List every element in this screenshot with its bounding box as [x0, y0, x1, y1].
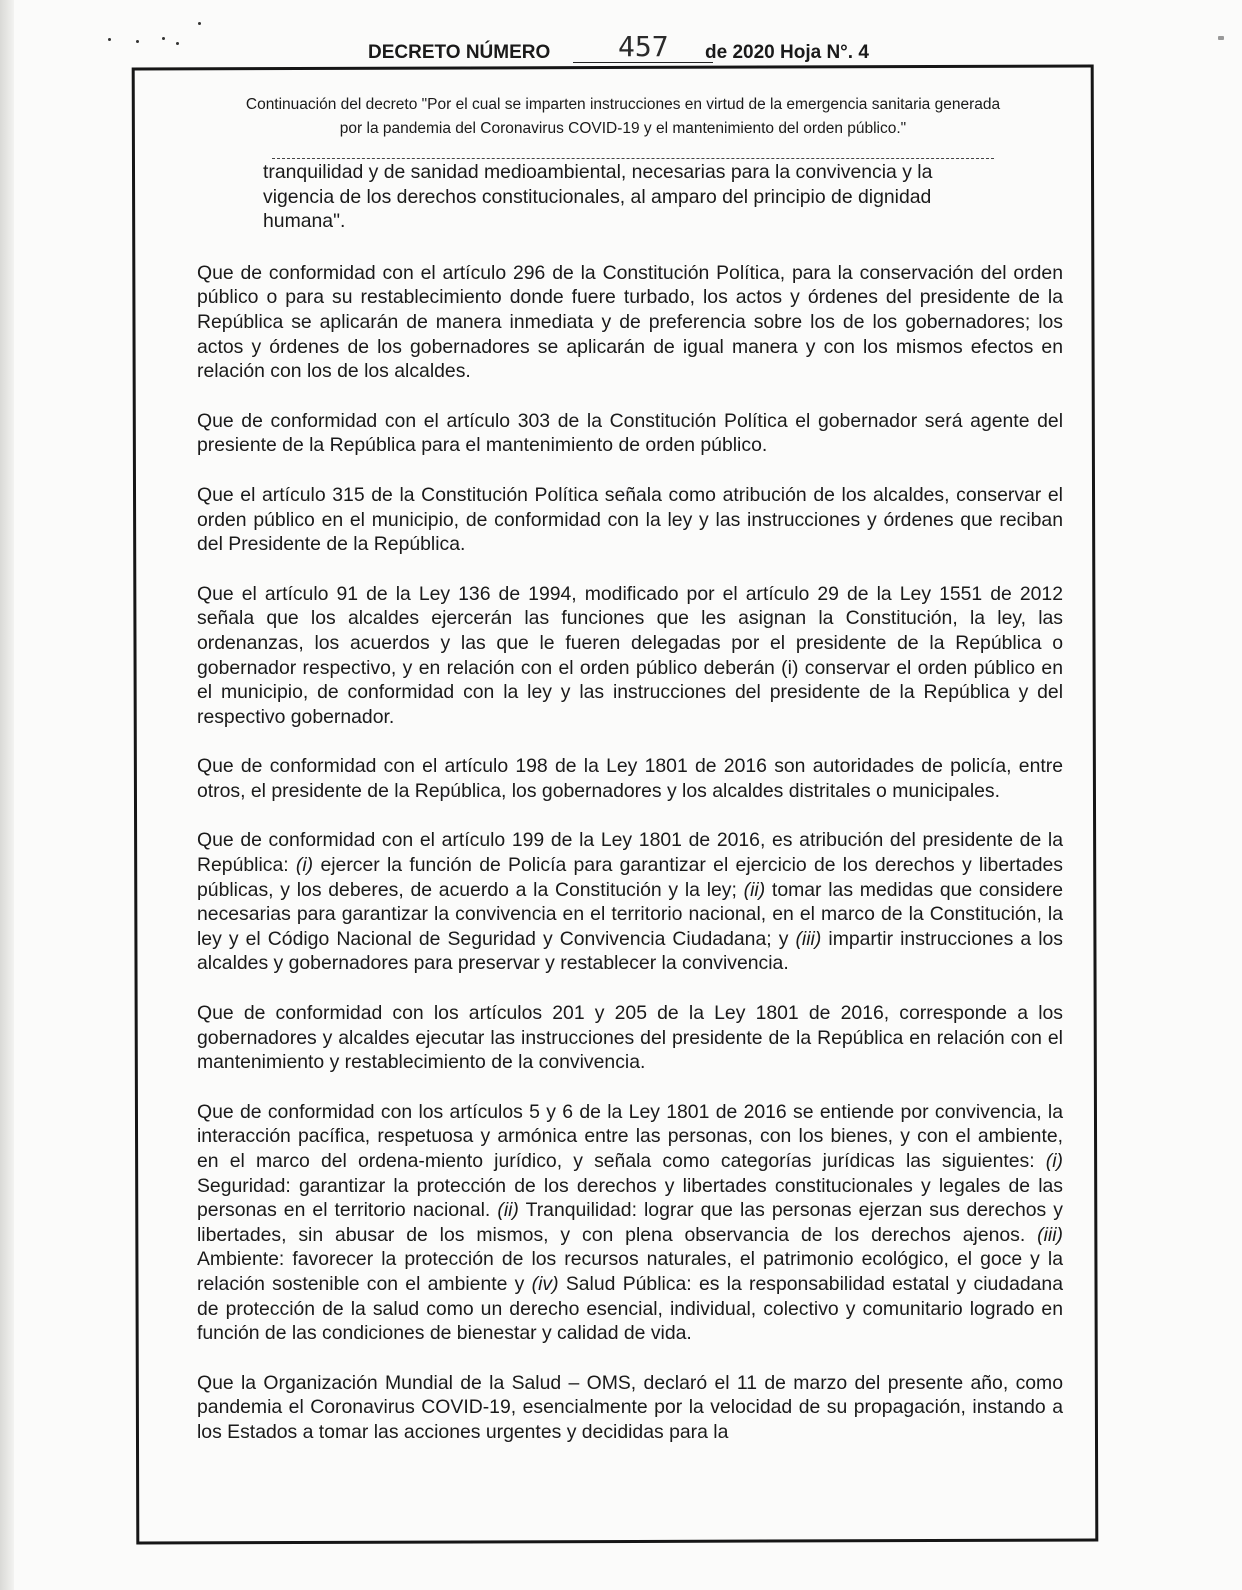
paragraph-article-198: Que de conformidad con el artículo 198 de la Ley 1801 de 2016 son autoridades de policía, entre otros, el presidente de la República, los gobernadores y los alcaldes distritales o municipales.: [197, 755, 1063, 802]
scan-speck: [198, 22, 201, 25]
opening-paragraph: tranquilidad y de sanidad medioambiental, necesarias para la convivencia y la vigencia de los derechos constitucionales, al amparo del principio de dignidad humana".: [263, 161, 933, 233]
decree-number: 457: [618, 30, 669, 63]
roman-numeral: (ii): [497, 1199, 519, 1222]
decree-label: DECRETO NÚMERO: [368, 42, 551, 63]
scan-speck: [176, 42, 179, 45]
text-segment: Que de conformidad con el artículo 199 de la Ley 1801 de 2016, es atribución del presidente de la República:: [197, 829, 1063, 877]
continuation-line-1: Continuación del decreto "Por el cual se imparten instrucciones en virtud de la emergencia sanitaria generada: [245, 96, 1001, 113]
text-segment: Salud Pública: es la responsabilidad estatal y ciudadana de protección de la salud como un derecho esencial, individual, colectivo y comunitario logrado en función de las condiciones de bienestar y calidad de vida.: [197, 1272, 1063, 1345]
decree-year-sheet: de 2020 Hoja N°. 4: [705, 42, 869, 63]
roman-numeral: (i): [295, 854, 314, 877]
paragraph-article-315: Que el artículo 315 de la Constitución Política señala como atribución de los alcaldes, conservar el orden público en el municipio, de conformidad con la ley y las instrucciones y órdenes que reciban del Presidente de la República.: [197, 483, 1063, 556]
continuation-line-2: por la pandemia del Coronavirus COVID-19 y el mantenimiento del orden público.": [339, 120, 907, 137]
text-segment: Que de conformidad con los artículos 5 y 6 de la Ley 1801 de 2016 se entiende por convivencia, la interacción pacífica, respetuosa y armónica entre las personas, con los bienes, y con el ambiente, en el marco del ordena-miento jurídico, y señala como categorías jurídicas las siguientes:: [197, 1100, 1063, 1172]
paragraph-ley-136: Que el artículo 91 de la Ley 136 de 1994, modificado por el artículo 29 de la Ley 1551 de 2012 señala que los alcaldes ejercerán las funciones que les asignan la Constitución, la ley, las ordenanzas, los acuerdos y las que le fueren delegadas por el presidente de la República o gobernador respectivo, y en relación con el orden público deberán (i) conservar el orden público en el municipio, de conformidad con la ley y las instrucciones del presidente de la República y del respectivo gobernador.: [197, 582, 1063, 728]
roman-numeral: (iii): [1037, 1223, 1063, 1246]
text-segment: tomar las medidas que considere necesarias para garantizar la convivencia en el territorio nacional, en el marco de la Constitución, la ley y el Código Nacional de Seguridad y Convivencia Ciudadana; y: [197, 878, 1064, 950]
scan-edge-shadow: [0, 0, 14, 1590]
paragraph-articles-5-6: [197, 1100, 1063, 1346]
text-segment: Seguridad: garantizar la protección de los derechos y libertades constitucionales y legales de las personas en el territorio nacional.: [197, 1174, 1063, 1222]
roman-numeral: (iii): [795, 927, 822, 950]
paragraph-article-296: Que de conformidad con el artículo 296 de la Constitución Política, para la conservación del orden público o para su restablecimiento donde fuere turbado, los actos y órdenes del presidente de la República se aplicarán de manera inmediata y de preferencia sobre los de los gobernadores; los actos y órdenes de los gobernadores se aplicarán de igual manera y con los mismos efectos en relación con los de los alcaldes.: [197, 261, 1063, 383]
roman-numeral: (iv): [531, 1272, 559, 1295]
paragraph-article-303: Que de conformidad con el artículo 303 de la Constitución Política el gobernador será agente del presiente de la República para el mantenimiento de orden público.: [197, 409, 1063, 457]
text-segment: ejercer la función de Policía para garantizar el ejercicio de los derechos y libertades públicas, y los deberes, de acuerdo a la Constitución y la ley;: [197, 854, 1063, 901]
paragraph-oms: Que la Organización Mundial de la Salud – OMS, declaró el 11 de marzo del presente año, como pandemia el Coronavirus COVID-19, esencialmente por la velocidad de su propagación, instando a los Estados a tomar las acciones urgentes y decididas para la: [197, 1371, 1063, 1443]
text-segment: impartir instrucciones a los alcaldes y gobernadores para preservar y restablecer la convivencia.: [197, 927, 1063, 975]
text-segment: Ambiente: favorecer la protección de los recursos naturales, el patrimonio ecológico, el goce y la relación sostenible con el ambiente y: [197, 1248, 1063, 1295]
scan-speck: [162, 37, 165, 40]
continuation-caption: [188, 93, 1058, 141]
paragraph-article-199: [197, 828, 1063, 976]
dashed-separator: [272, 158, 994, 159]
roman-numeral: (i): [1045, 1150, 1063, 1172]
scan-speck: [1218, 36, 1224, 40]
roman-numeral: (ii): [743, 878, 766, 901]
paragraph-articles-201-205: Que de conformidad con los artículos 201 y 205 de la Ley 1801 de 2016, corresponde a los gobernadores y alcaldes ejecutar las instrucciones del presidente de la República en relación con el mantenimiento y restablecimiento de la convivencia.: [197, 1002, 1063, 1074]
scan-speck: [136, 40, 139, 43]
text-segment: Tranquilidad: lograr que las personas ejerzan sus derechos y libertades, sin abusar de los mismos, y con plena observancia de los derechos ajenos.: [197, 1199, 1063, 1246]
decree-body: [197, 160, 1063, 1445]
scan-speck: [108, 38, 111, 41]
